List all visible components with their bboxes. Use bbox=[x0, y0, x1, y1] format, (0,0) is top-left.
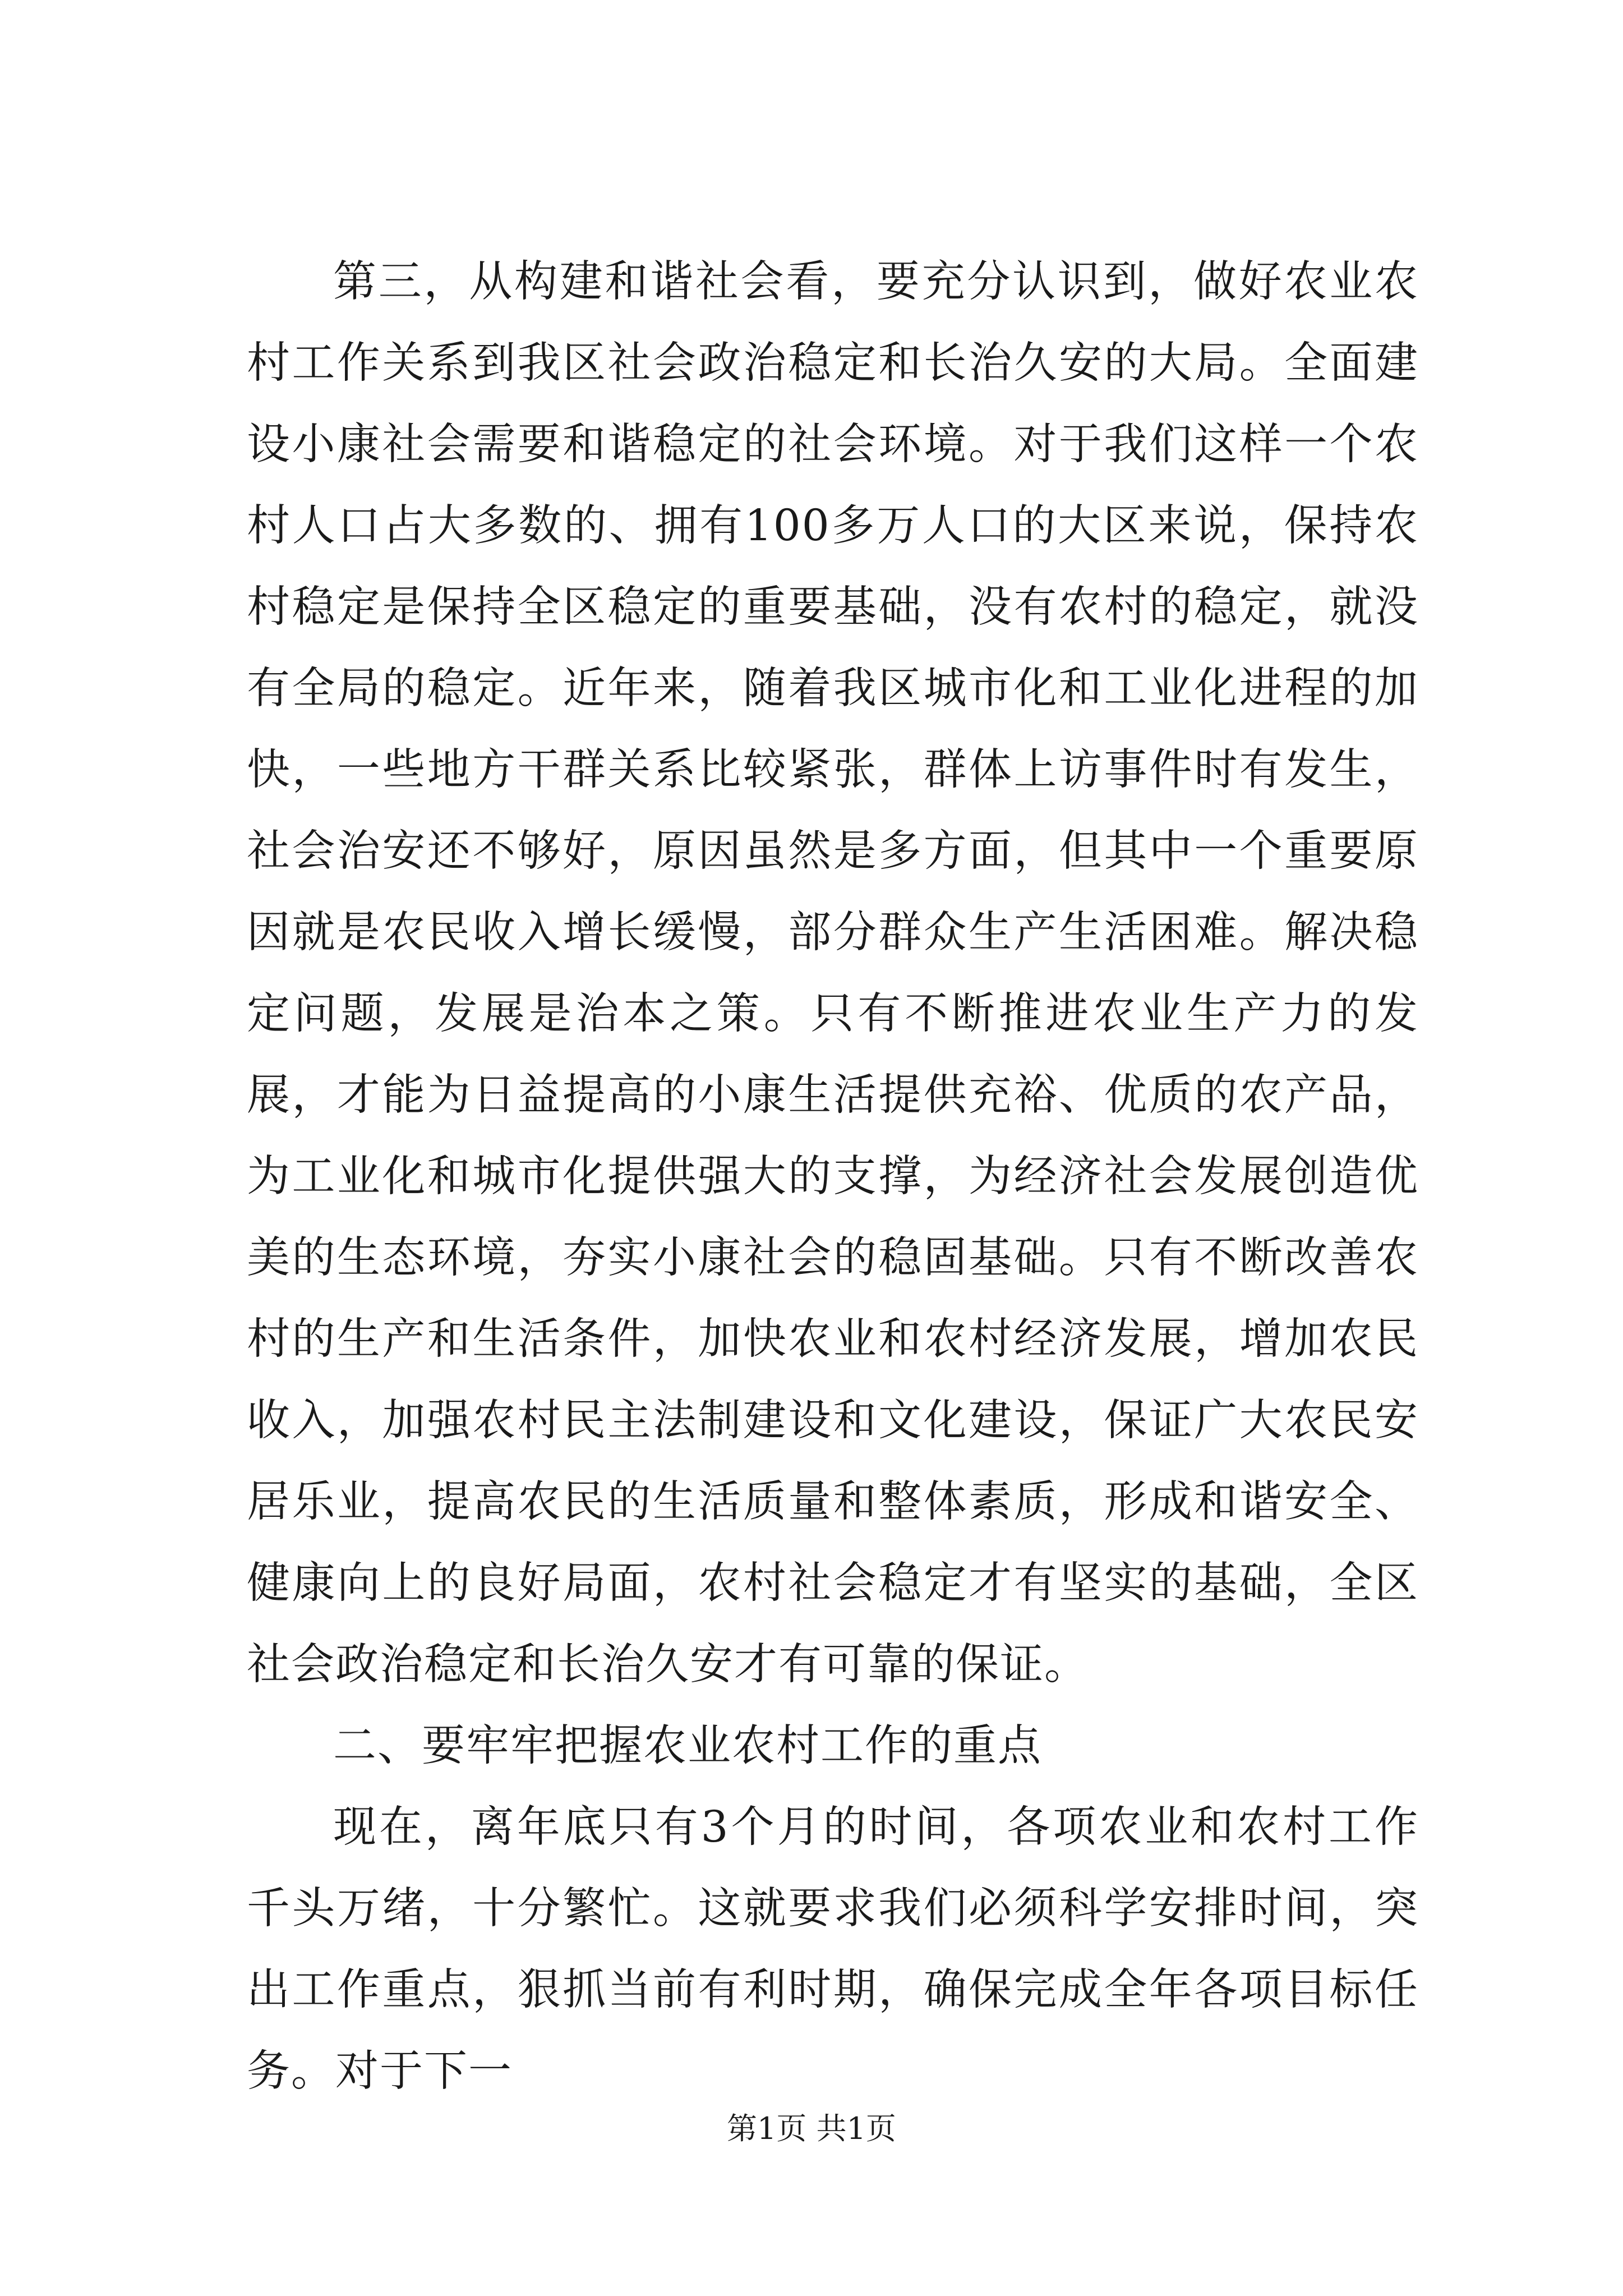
page-footer: 第1页 共1页 bbox=[727, 2111, 896, 2146]
paragraph-current-tasks: 现在，离年底只有3个月的时间，各项农业和农村工作千头万绪，十分繁忙。这就要求我们必须科学安排时间，突出工作重点，狠抓当前有利时期，确保完成全年各项目标任务。对于下一 bbox=[247, 1802, 1419, 2096]
document-body bbox=[247, 241, 1419, 2112]
paragraph-third-point: 第三，从构建和谐社会看，要充分认识到，做好农业农村工作关系到我区社会政治稳定和长治久安的大局。全面建设小康社会需要和谐稳定的社会环境。对于我们这样一个农村人口占大多数的、拥有100多万人口的大区来说，保持农村稳定是保持全区稳定的重要基础，没有农村的稳定，就没有全局的稳定。近年来，随着我区城市化和工业化进程的加快，一些地方干群关系比较紧张，群体上访事件时有发生，社会治安还不够好，原因虽然是多方面，但其中一个重要原因就是农民收入增长缓慢，部分群众生产生活困难。解决稳定问题，发展是治本之策。只有不断推进农业生产力的发展，才能为日益提高的小康生活提供充裕、优质的农产品，为工业化和城市化提供强大的支撑，为经济社会发展创造优美的生态环境，夯实小康社会的稳固基础。只有不断改善农村的生产和生活条件，加快农业和农村经济发展，增加农民收入，加强农村民主法制建设和文化建设，保证广大农民安居乐业，提高农民的生活质量和整体素质，形成和谐安全、健康向上的良好局面，农村社会稳定才有坚实的基础，全区社会政治稳定和长治久安才有可靠的保证。 bbox=[247, 257, 1419, 1690]
section-heading: 二、要牢牢把握农业农村工作的重点 bbox=[333, 1721, 1042, 1771]
